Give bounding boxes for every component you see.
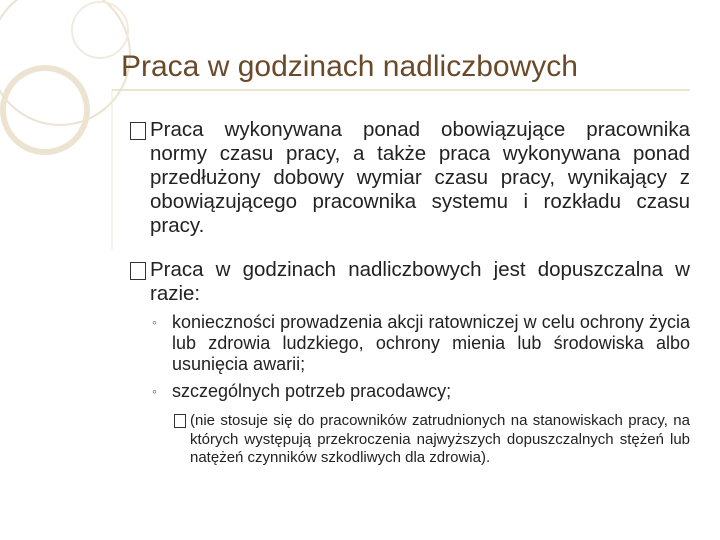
square-bullet-icon [174,414,186,428]
sub-sub-bullet-1-text: (nie stosuje się do pracowników zatrudnionych na stanowiskach pracy, na których występują przekroczenia najwyższych dopuszczalnych stężeń lub natężeń czynników szkodliwych dla zdrowia). [190,412,690,466]
square-bullet-icon [130,262,146,280]
slide-title: Praca w godzinach nadliczbowych [121,50,578,83]
bullet-1-text: Praca wykonywana ponad obowiązujące pracownika normy czasu pracy, a także praca wykonywana ponad przedłużony dobowy wymiar czasu pracy, wynikający z obowiązującego pracownika systemu i rozkładu czasu pracy. [150,118,690,237]
square-bullet-icon [130,122,146,140]
sub-bullet-2 [152,381,690,402]
sub-bullet-2-text: szczególnych potrzeb pracodawcy; [172,381,452,401]
ring-bullet-icon: ◦ [152,383,157,399]
sub-bullet-1-text: konieczności prowadzenia akcji ratowniczej w celu ochrony życia lub zdrowia ludzkiego, ochrony mienia lub środowiska albo usunięcia awarii; [172,312,690,374]
bullet-2 [130,258,690,306]
slide-body [130,118,690,468]
ring-bullet-icon: ◦ [152,314,157,330]
sub-bullet-1 [152,312,690,375]
sub-sub-bullet-1 [174,412,690,468]
bullet-2-text: Praca w godzinach nadliczbowych jest dopuszczalna w razie: [150,258,690,305]
bullet-1 [130,118,690,238]
